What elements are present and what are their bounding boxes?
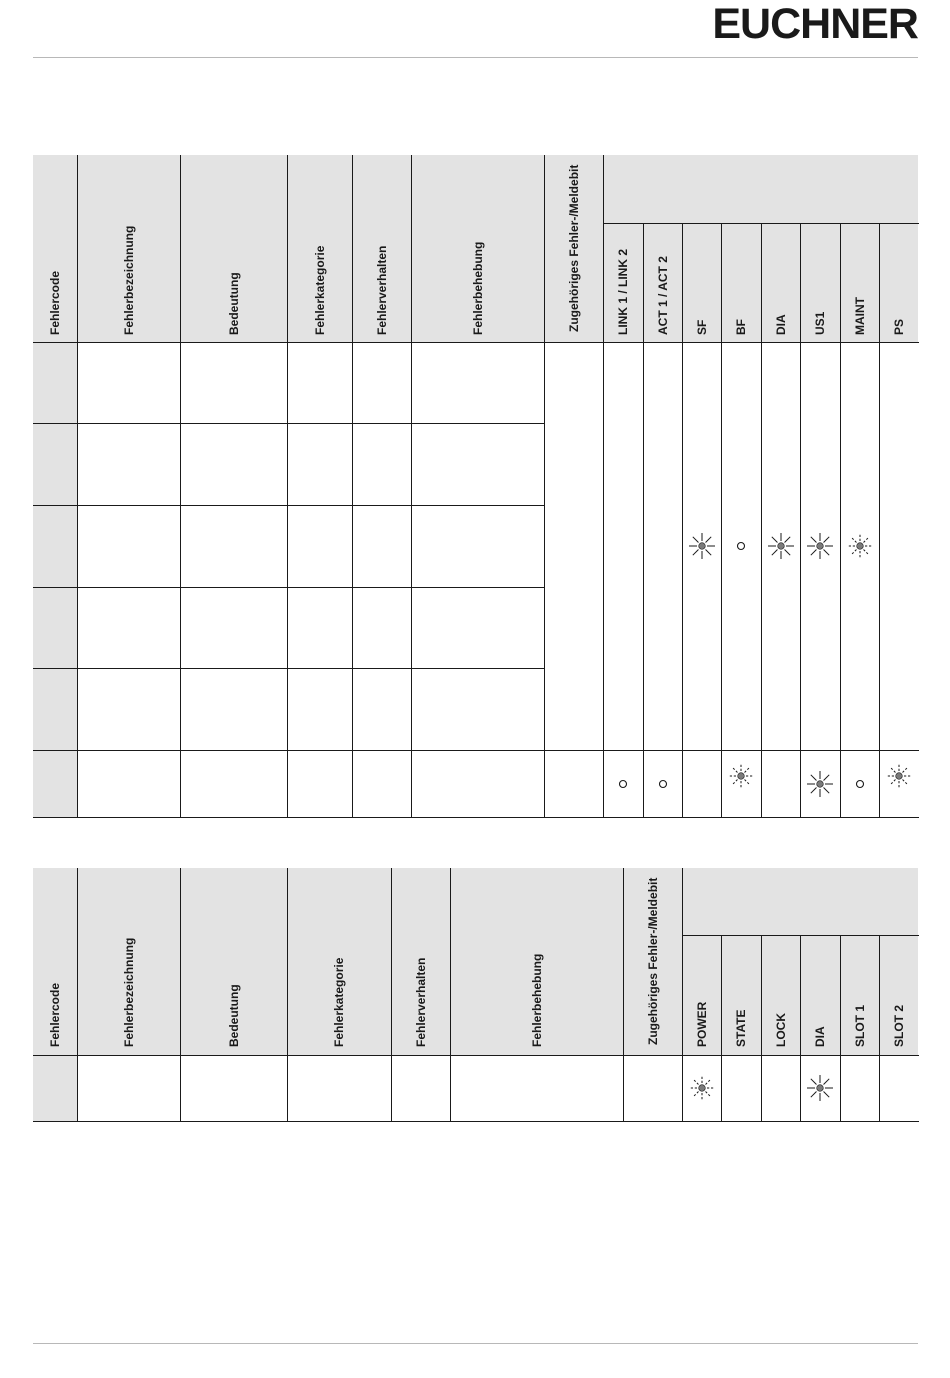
led-column-divider (879, 935, 880, 1122)
row-divider (33, 423, 545, 424)
led-header-3-label: DIA (813, 1026, 827, 1047)
led-header-1-label: STATE (734, 1009, 748, 1047)
euchner-logo: EUCHNER (712, 0, 918, 48)
header-bottom-line (33, 342, 919, 343)
led-header-4-label: DIA (773, 314, 788, 335)
table-bottom-line (33, 1121, 919, 1122)
led-column-divider (682, 223, 683, 818)
column-divider (180, 155, 181, 818)
row-divider (33, 505, 545, 506)
led-header-6-label: MAINT (852, 297, 867, 335)
column-divider (450, 868, 451, 1122)
footer-rule (33, 1343, 918, 1344)
column-header-2-label: Bedeutung (226, 272, 241, 335)
column-header-1-label: Fehlerbezeichnung (121, 225, 136, 335)
led-header-5-label: SLOT 2 (891, 1004, 906, 1047)
led-header-5-label: US1 (813, 311, 827, 335)
column-divider (77, 155, 78, 818)
column-divider (623, 868, 624, 1122)
fehlercode-column-band (33, 342, 77, 817)
column-header-5-label: Fehlerbehebung (529, 953, 544, 1047)
column-header-6-label: Zugehöriges Fehler-/Meldebit (566, 165, 581, 333)
column-header-3-label: Fehlerkategorie (312, 245, 327, 335)
column-divider (544, 155, 545, 818)
column-header-5-label: Fehlerbehebung (470, 241, 485, 335)
led-header-7-label: PS (891, 318, 906, 335)
column-header-4-label: Fehlerverhalten (374, 245, 389, 335)
column-header-0-label: Fehlercode (48, 270, 62, 335)
column-divider (77, 868, 78, 1122)
column-header-6-label: Zugehöriges Fehler-/Meldebit (645, 878, 660, 1046)
led-column-divider (721, 935, 722, 1122)
led-header-3-label: BF (734, 319, 748, 335)
led-column-divider (761, 223, 762, 818)
led-column-divider (800, 935, 801, 1122)
led-header-0-label: LINK 1 / LINK 2 (616, 248, 630, 335)
row-divider (33, 750, 919, 751)
led-column-divider (761, 935, 762, 1122)
row-divider (33, 587, 545, 588)
led-column-divider (840, 935, 841, 1122)
column-divider (603, 155, 604, 818)
column-header-0-label: Fehlercode (48, 982, 62, 1047)
column-header-1-label: Fehlerbezeichnung (121, 937, 136, 1047)
column-divider (287, 868, 288, 1122)
header-bottom-line (33, 1055, 919, 1056)
fehlercode-column-band (33, 1055, 77, 1121)
led-header-0-label: POWER (694, 1001, 709, 1047)
led-column-divider (879, 223, 880, 818)
column-header-2-label: Bedeutung (226, 984, 241, 1047)
column-divider (180, 868, 181, 1122)
led-column-divider (840, 223, 841, 818)
led-column-divider (643, 223, 644, 818)
column-divider (352, 155, 353, 818)
led-header-2-label: SF (694, 319, 709, 335)
column-divider (682, 868, 683, 1122)
table-bottom-line (33, 817, 919, 818)
row-divider (33, 668, 545, 669)
column-header-3-label: Fehlerkategorie (332, 957, 346, 1047)
column-divider (287, 155, 288, 818)
column-divider (411, 155, 412, 818)
led-header-2-label: LOCK (773, 1013, 788, 1047)
column-divider (391, 868, 392, 1122)
column-header-4-label: Fehlerverhalten (413, 957, 428, 1047)
header-rule (33, 57, 918, 58)
led-header-1-label: ACT 1 / ACT 2 (655, 256, 670, 335)
led-column-divider (800, 223, 801, 818)
led-column-divider (721, 223, 722, 818)
led-header-4-label: SLOT 1 (852, 1004, 867, 1047)
